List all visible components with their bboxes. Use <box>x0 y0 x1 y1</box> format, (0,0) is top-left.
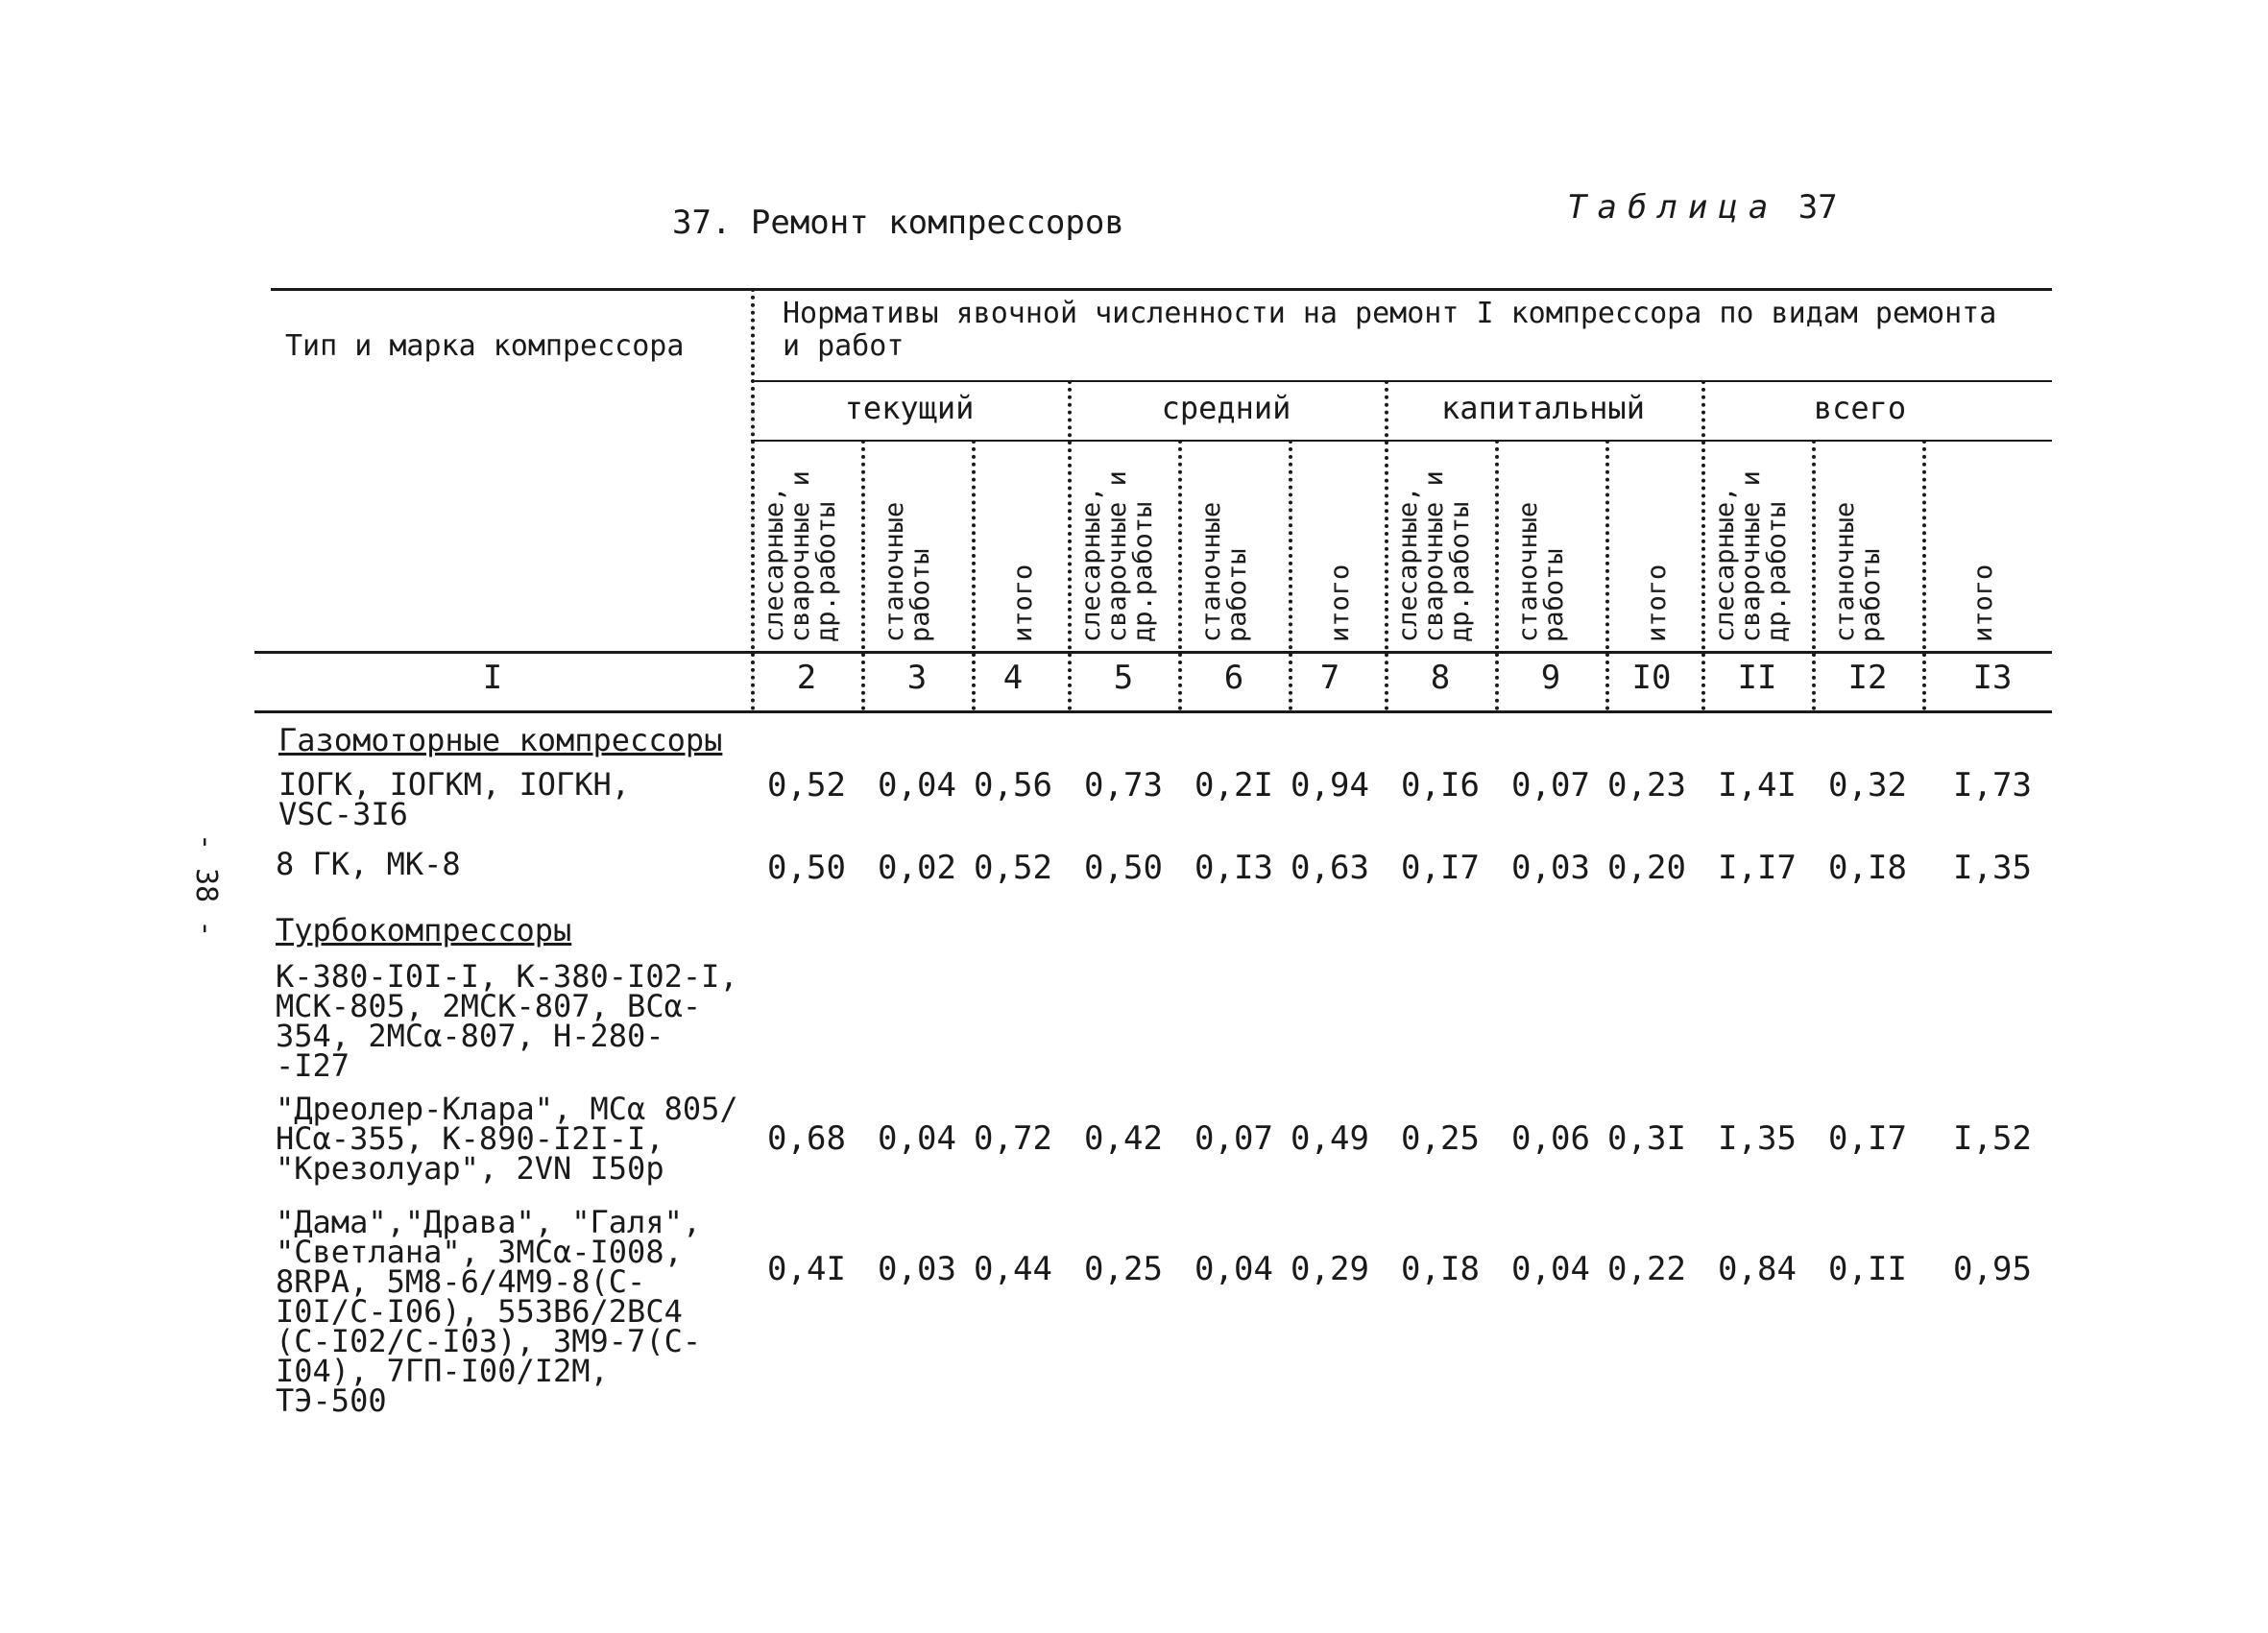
table-cell: 0,50 <box>1084 849 1163 887</box>
groups-top-rule <box>751 380 2052 382</box>
subheader-total: итого <box>1008 564 1038 642</box>
table-cell: 0,03 <box>1511 849 1590 887</box>
table-cell: 0,I7 <box>1401 849 1480 887</box>
subheader-total: итого <box>1642 564 1672 642</box>
divider-group-2 <box>1068 380 1072 710</box>
row-label: "Дама","Драва", "Галя", "Светлана", 3МСα-I008, 8RPA, 5М8-6/4М9-8(С- I0I/С-I06), 553В6/2ВС4 (С-I02/С-I03), 3М9-7(С- I04), 7ГП-I00/I2М, ТЭ-500 <box>276 1204 702 1419</box>
table-cell: 0,22 <box>1607 1250 1686 1288</box>
section-title: Газомоторные компрессоры <box>278 722 723 758</box>
divider-group-4 <box>1701 380 1705 710</box>
table-cell: 0,4I <box>767 1250 846 1288</box>
divider-sub <box>1812 440 1816 710</box>
table-cell: 0,73 <box>1084 766 1163 804</box>
table-cell: 0,04 <box>1511 1250 1590 1288</box>
table-cell: 0,25 <box>1401 1119 1480 1158</box>
table-cell: I,35 <box>1718 1119 1797 1158</box>
table-cell: 0,95 <box>1953 1250 2032 1288</box>
table-cell: 0,I8 <box>1401 1250 1480 1288</box>
page-number: - 38 - <box>189 833 223 938</box>
column-numbers-bottom-rule <box>254 710 2052 713</box>
subheader-metalwork: слесарные, сварочные и др.работы <box>760 470 841 642</box>
table-cell: 0,94 <box>1291 766 1369 804</box>
divider-sub <box>1178 440 1182 710</box>
divider-sub <box>1922 440 1926 710</box>
table-cell: 0,50 <box>767 849 846 887</box>
table-cell: I,73 <box>1953 766 2032 804</box>
column-number: I0 <box>1631 659 1672 697</box>
group-header-medium: средний <box>1161 390 1291 426</box>
table-cell: 0,56 <box>974 766 1052 804</box>
table-cell: I,I7 <box>1718 849 1797 887</box>
table-cell: 0,04 <box>878 1119 956 1158</box>
table-label <box>1567 188 1838 227</box>
table-cell: 0,06 <box>1511 1119 1590 1158</box>
column-number: 9 <box>1540 659 1561 697</box>
subheader-metalwork: слесарные, сварочные и др.работы <box>1393 470 1475 642</box>
divider-sub <box>1605 440 1609 710</box>
column-number: 2 <box>796 659 817 697</box>
table-cell: 0,72 <box>974 1119 1052 1158</box>
table-cell: 0,49 <box>1291 1119 1369 1158</box>
divider-sub <box>1495 440 1499 710</box>
subheader-machine: станочные работы <box>1830 501 1886 642</box>
row-label: 8 ГК, МК-8 <box>276 846 461 882</box>
norms-header: Нормативы явочной численности на ремонт I компрессора по видам ремонта и работ <box>783 297 1997 363</box>
table-cell: 0,I6 <box>1401 766 1480 804</box>
column-number: 5 <box>1113 659 1134 697</box>
table-cell: 0,20 <box>1607 849 1686 887</box>
column-number: 7 <box>1319 659 1340 697</box>
document-title: 37. Ремонт компрессоров <box>672 204 1124 242</box>
type-column-header: Тип и марка компрессора <box>285 329 685 363</box>
table-cell: 0,2I <box>1194 766 1273 804</box>
table-cell: 0,04 <box>1194 1250 1273 1288</box>
table-cell: 0,44 <box>974 1250 1052 1288</box>
table-cell: 0,II <box>1828 1250 1907 1288</box>
row-label: IOГК, IOГКМ, IOГКН, VSC-3I6 <box>278 766 631 832</box>
table-cell: 0,04 <box>878 766 956 804</box>
group-header-total: всего <box>1813 390 1907 426</box>
table-top-rule <box>271 288 2052 291</box>
subheader-machine: станочные работы <box>1196 501 1252 642</box>
table-cell: 0,63 <box>1291 849 1369 887</box>
divider-group-3 <box>1385 380 1388 710</box>
table-cell: 0,52 <box>767 766 846 804</box>
column-number: 3 <box>906 659 928 697</box>
section-title: Турбокомпрессоры <box>276 912 572 949</box>
subheader-metalwork: слесарные, сварочные и др.работы <box>1710 470 1792 642</box>
column-number: 6 <box>1223 659 1244 697</box>
table-cell: I,4I <box>1718 766 1797 804</box>
group-header-capital: капитальный <box>1441 390 1645 426</box>
table-cell: 0,07 <box>1194 1119 1273 1158</box>
table-cell: 0,23 <box>1607 766 1686 804</box>
table-cell: I,52 <box>1953 1119 2032 1158</box>
table-cell: 0,84 <box>1718 1250 1797 1288</box>
column-number: II <box>1737 659 1777 697</box>
table-cell: 0,68 <box>767 1119 846 1158</box>
group-header-current: текущий <box>844 390 975 426</box>
column-number: 8 <box>1430 659 1451 697</box>
table-label-word: Таблица <box>1567 188 1779 227</box>
table-cell: I,35 <box>1953 849 2032 887</box>
subheader-total: итого <box>1325 564 1355 642</box>
divider-type-column <box>751 288 755 710</box>
column-number: I2 <box>1847 659 1888 697</box>
subheader-total: итого <box>1968 564 1998 642</box>
subheader-machine: станочные работы <box>880 501 935 642</box>
column-number: I <box>482 659 503 697</box>
table-cell: 0,02 <box>878 849 956 887</box>
table-cell: 0,52 <box>974 849 1052 887</box>
table-cell: 0,I3 <box>1194 849 1273 887</box>
row-label: "Дреолер-Клара", МСα 805/ НСα-355, К-890-I2I-I, "Крезолуар", 2VN I50р <box>276 1091 738 1187</box>
column-number: 4 <box>1002 659 1024 697</box>
header-bottom-rule <box>254 651 2052 654</box>
row-label: К-380-I0I-I, К-380-I02-I, МСК-805, 2МСК-807, ВСα- 354, 2МСα-807, Н-280- -I27 <box>276 958 738 1084</box>
table-cell: 0,07 <box>1511 766 1590 804</box>
subheader-machine: станочные работы <box>1513 501 1569 642</box>
table-cell: 0,I7 <box>1828 1119 1907 1158</box>
table-cell: 0,3I <box>1607 1119 1686 1158</box>
table-cell: 0,25 <box>1084 1250 1163 1288</box>
column-number: I3 <box>1972 659 2013 697</box>
subheader-metalwork: слесарные, сварочные и др.работы <box>1076 470 1158 642</box>
table-cell: 0,29 <box>1291 1250 1369 1288</box>
divider-sub <box>861 440 865 710</box>
subcolumns-top-rule <box>751 440 2052 442</box>
table-label-number: 37 <box>1798 188 1838 227</box>
table-cell: 0,03 <box>878 1250 956 1288</box>
table-cell: 0,I8 <box>1828 849 1907 887</box>
table-cell: 0,42 <box>1084 1119 1163 1158</box>
table-cell: 0,32 <box>1828 766 1907 804</box>
